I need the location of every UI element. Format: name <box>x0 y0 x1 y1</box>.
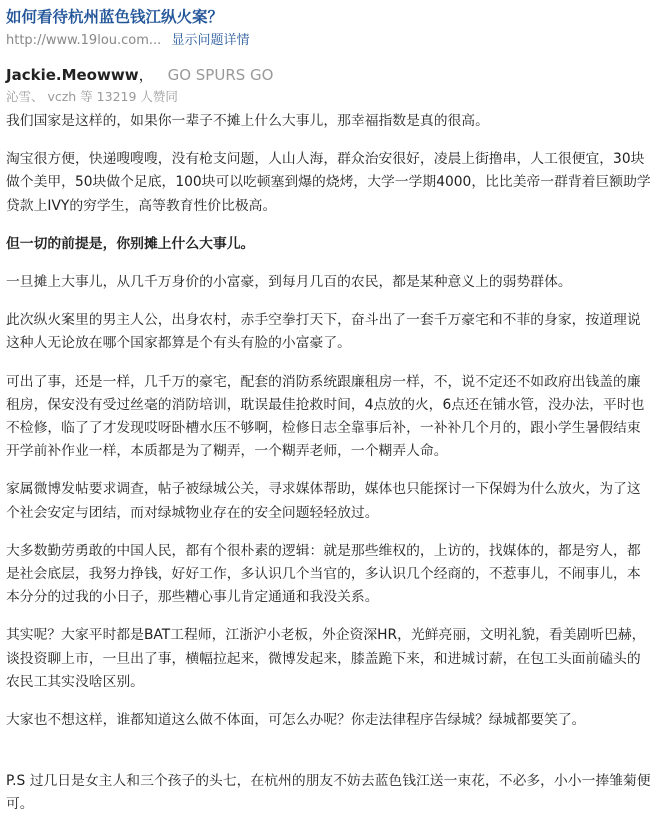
author-info <box>6 65 652 85</box>
show-question-detail-link[interactable]: 显示问题详情 <box>171 33 250 48</box>
answer-paragraph: 此次纵火案里的男主人公，出身农村，赤手空拳打天下，奋斗出了一套千万豪宅和不菲的身家，按道理说这种人无论放在哪个国家都算是个有头有脸的小富豪了。 <box>6 312 641 352</box>
answer-paragraph: 我们国家是这样的，如果你一辈子不摊上什么大事儿，那幸福指数是真的很高。 <box>6 113 489 129</box>
voters-summary[interactable]: 沁雪、 vczh 等 13219 人赞同 <box>6 89 178 104</box>
author-separator: ， <box>138 66 154 84</box>
answer-paragraph: 一旦摊上大事儿，从几千万身价的小富豪，到每月几百的农民，都是某种意义上的弱势群体。 <box>6 274 572 291</box>
answer-paragraph: 可出了事，还是一样，几千万的豪宅，配套的消防系统跟廉租房一样，不，说不定还不如政府出钱盖的廉租房，保安没有受过丝毫的消防培训，耽误最佳抢救时间，4点放的火，6点还在铺水管，没办法，平时也不检修，临了了才发现哎呀卧槽水压不够啊，检修日志全靠事后补，一补补几个月的，跟小学生暑假结束开学前补作业一样，本质都是为了糊弄，一个糊弄老师，一个糊弄人命。 <box>6 373 645 460</box>
answer-paragraph: 大多数勤劳勇敢的中国人民，都有个很朴素的逻辑：就是那些维权的，上访的，找媒体的，都是穷人，都是社会底层，我努力挣钱，好好工作，多认识几个当官的，多认识几个经商的，不惹事儿，不闹事儿，本本分分的过我的小日子，那些糟心事儿肯定通通和我没关系。 <box>6 542 641 606</box>
answer-paragraph-emphasis: 但一切的前提是，你别摊上什么大事儿。 <box>6 235 255 252</box>
question-url[interactable]: http://www.19lou.com... <box>6 33 162 48</box>
answer-paragraph: 大家也不想这样，谁都知道这么做不体面，可怎么办呢？你走法律程序告绿城？绿城都要笑了。 <box>6 712 586 729</box>
answer-paragraph: 淘宝很方便，快递嗖嗖嗖，没有枪支问题，人山人海，群众治安很好，凌晨上街撸串，人工很便宜，30块做个美甲，50块做个足底，100块可以吃顿塞到爆的烧烤，大学一学期4000，比比美帝一群背着巨额助学贷款上IVY的穷学生，高等教育性价比极高。 <box>6 151 651 214</box>
author-bio: GO SPURS GO <box>167 66 274 84</box>
answer-paragraph: 家属微博发帖要求调查，帖子被绿城公关，寻求媒体帮助，媒体也只能探讨一下保姆为什么放火，为了这个社会安定与团结，而对绿城物业存在的安全问题轻轻放过。 <box>6 481 641 521</box>
answer-postscript: P.S 过几日是女主人和三个孩子的头七，在杭州的朋友不妨去蓝色钱江送一束花，不必多，小小一捧雏菊便可。 <box>6 773 651 813</box>
author-name-link[interactable]: Jackie.Meowww <box>6 66 139 84</box>
question-title[interactable]: 如何看待杭州蓝色钱江纵火案？ <box>6 8 224 26</box>
question-meta <box>6 31 652 51</box>
answer-paragraph: 其实呢？大家平时都是BAT工程师，江浙沪小老板，外企资深HR，光鲜亮丽，文明礼貌，看美剧听巴赫，谈投资聊上市，一旦出了事，横幅拉起来，微博发起来，膝盖跪下来，和进城讨薪，在包工头面前磕头的农民工其实没啥区别。 <box>6 627 646 690</box>
answer-body <box>6 110 652 817</box>
